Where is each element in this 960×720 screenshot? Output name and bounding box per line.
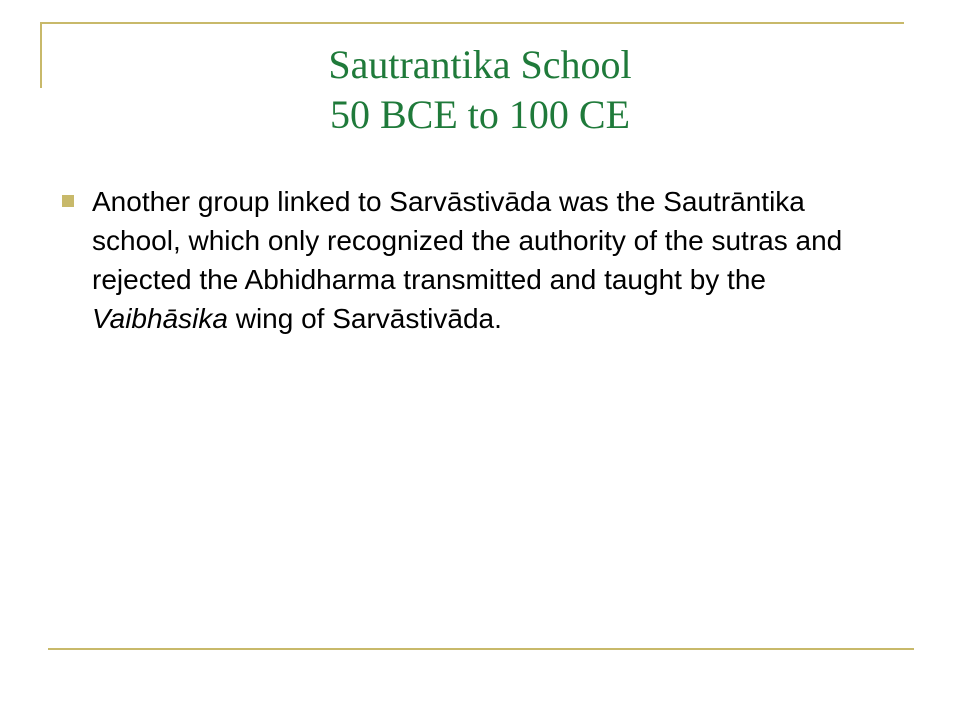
bullet-item (62, 182, 852, 338)
left-rule (40, 22, 42, 88)
slide-title (60, 40, 900, 140)
title-line-1: Sautrantika School (328, 42, 632, 87)
bullet-text-italic: Vaibhāsika (92, 303, 228, 334)
bullet-text-after: wing of Sarvāstivāda. (227, 303, 502, 334)
bottom-rule (48, 648, 914, 650)
bullet-text-before: Another group linked to Sarvāstivāda was the Sautrāntika school, which only recognized the authority of the sutras and rejected the Abhidharma transmitted and taught by the (92, 186, 843, 295)
top-rule (40, 22, 904, 24)
square-bullet-icon (62, 195, 74, 207)
slide-content (62, 182, 852, 338)
bullet-text (92, 186, 842, 334)
title-line-2: 50 BCE to 100 CE (329, 92, 631, 137)
